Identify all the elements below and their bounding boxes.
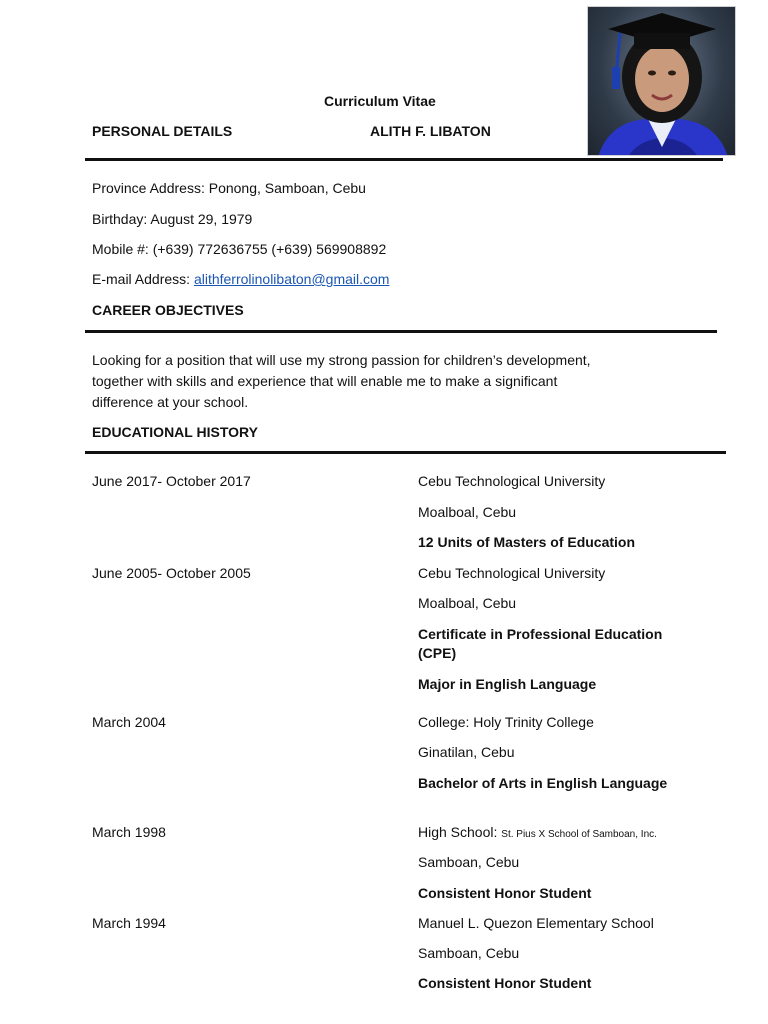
- education-location: Moalboal, Cebu: [418, 504, 517, 520]
- school-prefix: High School:: [418, 824, 498, 840]
- birthday-label: Birthday:: [92, 211, 148, 227]
- mobile-number: [92, 241, 386, 257]
- education-location: Samboan, Cebu: [418, 854, 520, 870]
- education-detail: Certificate in Professional Education: [418, 626, 663, 642]
- education-date: March 1994: [92, 915, 166, 931]
- divider: [85, 451, 726, 454]
- birthday-value: August 29, 1979: [150, 211, 253, 227]
- email-address: [92, 271, 389, 287]
- email-link[interactable]: alithferrolinolibaton@gmail.com: [193, 271, 390, 287]
- province-label: Province Address:: [92, 180, 205, 196]
- education-detail: Consistent Honor Student: [418, 975, 592, 991]
- career-objective-line: difference at your school.: [92, 394, 249, 410]
- school-prefix: College:: [418, 714, 470, 730]
- career-objective-line: Looking for a position that will use my strong passion for children’s development,: [92, 352, 591, 368]
- section-heading-education: EDUCATIONAL HISTORY: [92, 424, 258, 440]
- graduation-portrait-icon: [588, 7, 736, 156]
- province-address: [92, 180, 366, 196]
- education-school: Cebu Technological University: [418, 473, 606, 489]
- education-school: Cebu Technological University: [418, 565, 606, 581]
- education-location: Moalboal, Cebu: [418, 595, 517, 611]
- province-value: Ponong, Samboan, Cebu: [208, 180, 366, 196]
- divider: [85, 158, 723, 161]
- education-detail: 12 Units of Masters of Education: [418, 534, 636, 550]
- education-school: [418, 824, 657, 840]
- document-title: Curriculum Vitae: [324, 93, 436, 109]
- education-date: March 1998: [92, 824, 166, 840]
- section-heading-career: CAREER OBJECTIVES: [92, 302, 244, 318]
- school-name: St. Pius X School of Samboan, Inc.: [501, 829, 657, 840]
- profile-photo: [587, 6, 736, 156]
- education-school: [418, 714, 594, 730]
- applicant-name: ALITH F. LIBATON: [370, 123, 491, 139]
- education-detail: Major in English Language: [418, 676, 597, 692]
- school-name: Holy Trinity College: [473, 714, 594, 730]
- education-location: Ginatilan, Cebu: [418, 744, 515, 760]
- career-objective-line: together with skills and experience that will enable me to make a significant: [92, 373, 558, 389]
- birthday: [92, 211, 252, 227]
- education-date: June 2017- October 2017: [92, 473, 251, 489]
- education-detail: Consistent Honor Student: [418, 885, 592, 901]
- education-date: June 2005- October 2005: [92, 565, 251, 581]
- education-date: March 2004: [92, 714, 166, 730]
- mobile-value: (+639) 772636755 (+639) 569908892: [152, 241, 387, 257]
- education-detail: Bachelor of Arts in English Language: [418, 775, 668, 791]
- email-label: E-mail Address:: [92, 271, 191, 287]
- section-heading-personal: PERSONAL DETAILS: [92, 123, 233, 139]
- education-detail: (CPE): [418, 645, 457, 661]
- divider: [85, 330, 717, 333]
- mobile-label: Mobile #:: [92, 241, 149, 257]
- education-school: Manuel L. Quezon Elementary School: [418, 915, 654, 931]
- education-location: Samboan, Cebu: [418, 945, 520, 961]
